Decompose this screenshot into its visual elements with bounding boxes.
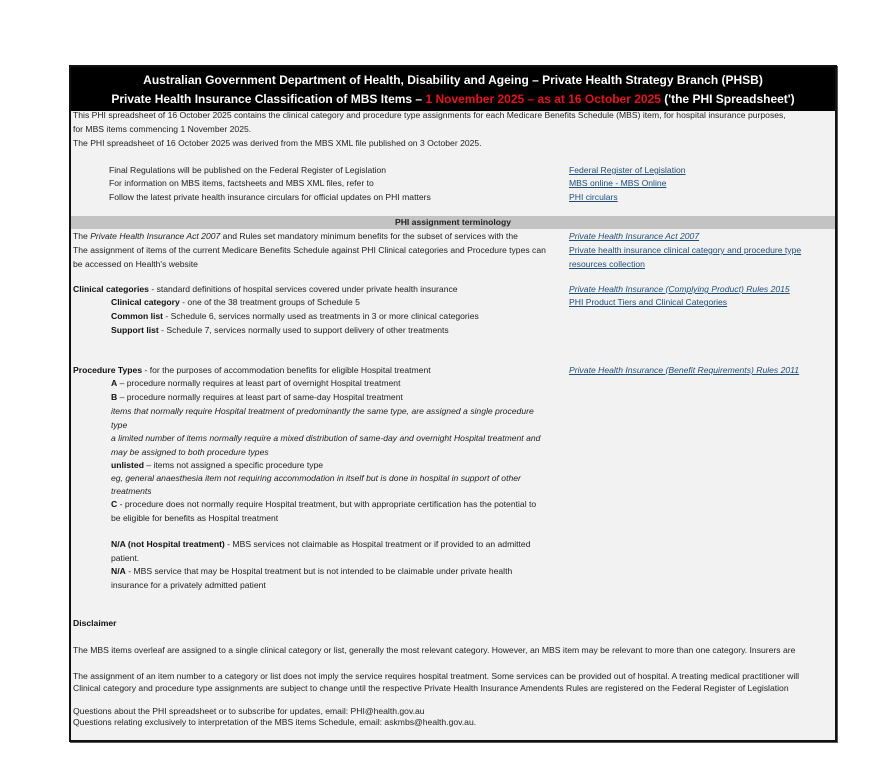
- procedure-type-b: [111, 391, 403, 405]
- procedure-type-unlisted: [111, 459, 323, 473]
- note-text: may be assigned to both procedure types: [111, 447, 269, 457]
- intro-line-2: for MBS items commencing 1 November 2025.: [73, 124, 252, 134]
- note-text: a limited number of items normally require a mixed distribution of same-day and overnight Hospital treatment and: [111, 433, 541, 443]
- intro-line-1: This PHI spreadsheet of 16 October 2025 contains the clinical category and procedure type assignments for each Medicare Benefits Schedule (MBS) item, for hospital insurance purposes,: [73, 110, 786, 120]
- clinical-category-item: [111, 296, 360, 310]
- type-desc: – procedure normally requires at least part of overnight Hospital treatment: [117, 378, 401, 388]
- act-name: Private Health Insurance Act 2007: [90, 231, 221, 241]
- type-label: C: [111, 499, 118, 509]
- document-title: [71, 90, 835, 109]
- benefit-requirements-rules-link[interactable]: Private Health Insurance (Benefit Requirements) Rules 2011: [569, 365, 800, 375]
- item-label: Support list: [111, 325, 159, 335]
- item-label: Clinical category: [111, 297, 180, 307]
- procedure-type-c: [111, 498, 536, 512]
- disclaimer-label: Disclaimer: [73, 618, 117, 628]
- as-at-date: as at 16 October 2025: [537, 92, 661, 106]
- act-text-suffix: and Rules set mandatory minimum benefits for the subset of services with the: [220, 231, 518, 241]
- act-text-prefix: The: [73, 231, 91, 241]
- item-desc: - one of the 38 treatment groups of Schedule 5: [179, 297, 360, 307]
- common-list-item: [111, 310, 479, 324]
- type-desc: - MBS services not claimable as Hospital treatment or if provided to an admitted: [224, 539, 531, 549]
- terminology-assignment-line-1: The assignment of items of the current Medicare Benefits Schedule against PHI Clinical categories and Procedure types can: [73, 245, 546, 255]
- resource-text-circulars: Follow the latest private health insurance circulars for official updates on PHI matters: [109, 192, 431, 202]
- disclaimer-not-hospital: The assignment of an item number to a category or list does not imply the service requires hospital treatment. Some services can be provided out of hospital. A treating medical practitioner will: [73, 671, 800, 681]
- clinical-categories-label: Clinical categories: [73, 284, 149, 294]
- contact-phi: Questions about the PHI spreadsheet or to subscribe for updates, email: PHI@health.gov.au: [73, 706, 425, 716]
- note-text: items that normally require Hospital treatment of predominantly the same type, are assigned a single procedure: [111, 406, 534, 416]
- procedure-type-a: [111, 377, 400, 391]
- unlisted-example-cont: [111, 485, 152, 499]
- mixed-type-note: [111, 432, 540, 446]
- mbs-online-link[interactable]: MBS online - MBS Online: [569, 178, 667, 188]
- example-text: treatments: [111, 486, 152, 496]
- na-not-hospital-cont: patient.: [111, 553, 140, 563]
- federal-register-link[interactable]: Federal Register of Legislation: [569, 165, 686, 175]
- clinical-category-resources-link[interactable]: Private health insurance clinical category and procedure type: [569, 245, 802, 255]
- contact-askmbs: Questions relating exclusively to interpretation of the MBS items Schedule, email: askmbs@health.gov.au.: [73, 717, 477, 727]
- phi-circulars-link[interactable]: PHI circulars: [569, 192, 618, 202]
- disclaimer-heading: [73, 617, 116, 631]
- type-label: N/A: [111, 566, 126, 576]
- intro-derived: The PHI spreadsheet of 16 October 2025 was derived from the MBS XML file published on 3 October 2025.: [73, 138, 482, 148]
- type-label: A: [111, 378, 118, 388]
- disclaimer-single-category: The MBS items overleaf are assigned to a single clinical category or list, generally the most relevant category. However, an MBS item may be relevant to more than one category. Insurers are: [73, 645, 796, 655]
- title-prefix: Private Health Insurance Classification of MBS Items –: [111, 92, 426, 106]
- type-desc: - procedure does not normally require Hospital treatment, but with appropriate certification has the potential to: [117, 499, 537, 509]
- note-text: type: [111, 420, 128, 430]
- procedure-type-c-cont: be eligible for benefits as Hospital treatment: [111, 513, 279, 523]
- item-desc: - Schedule 7, services normally used to support delivery of other treatments: [158, 325, 449, 335]
- department-title: Australian Government Department of Health, Disability and Ageing – Private Health Strategy Branch (PHSB): [143, 73, 763, 87]
- procedure-types-heading: [73, 364, 431, 378]
- clinical-category-resources-link-cont[interactable]: resources collection: [569, 259, 645, 269]
- procedure-types-desc: - for the purposes of accommodation benefits for eligible Hospital treatment: [142, 365, 431, 375]
- clinical-categories-desc: - standard definitions of hospital services covered under private health insurance: [148, 284, 458, 294]
- product-tiers-link[interactable]: PHI Product Tiers and Clinical Categories: [569, 297, 728, 307]
- disclaimer-subject-to-change: Clinical category and procedure type assignments are subject to change until the respective Private Health Insurance Amendents Rules are registered on the Federal Register of Legislation: [73, 683, 789, 693]
- type-desc: – procedure normally requires at least part of same-day Hospital treatment: [117, 392, 403, 402]
- unlisted-example: [111, 472, 521, 486]
- example-text: eg, general anaesthesia item not requiring accommodation in itself but is done in hospital in support of other: [111, 473, 521, 483]
- single-type-note-cont: [111, 419, 127, 433]
- clinical-categories-heading: [73, 283, 458, 297]
- support-list-item: [111, 324, 449, 338]
- resource-text-mbs: For information on MBS items, factsheets and MBS XML files, refer to: [109, 178, 374, 188]
- type-label: B: [111, 392, 118, 402]
- na-not-claimable: [111, 565, 512, 579]
- title-banner: [71, 67, 835, 111]
- type-label: unlisted: [111, 460, 144, 470]
- mixed-type-note-cont: [111, 446, 269, 460]
- na-not-hospital: [111, 538, 531, 552]
- type-desc: – items not assigned a specific procedure type: [143, 460, 324, 470]
- terminology-heading: PHI assignment terminology: [71, 216, 835, 229]
- phi-spreadsheet-cover-sheet: [69, 65, 837, 742]
- complying-product-rules-link[interactable]: Private Health Insurance (Complying Product) Rules 2015: [569, 284, 790, 294]
- item-label: Common list: [111, 311, 164, 321]
- effective-date: 1 November 2025: [425, 92, 525, 106]
- phi-act-2007-link[interactable]: Private Health Insurance Act 2007: [569, 231, 700, 241]
- item-desc: - Schedule 6, services normally used as treatments in 3 or more clinical categories: [163, 311, 479, 321]
- single-type-note: [111, 405, 534, 419]
- terminology-assignment-line-2: be accessed on Health's website: [73, 259, 198, 269]
- title-dash: –: [524, 92, 538, 106]
- type-label: N/A (not Hospital treatment): [111, 539, 225, 549]
- type-desc: - MBS service that may be Hospital treatment but is not intended to be claimable under private health: [125, 566, 513, 576]
- procedure-types-label: Procedure Types: [73, 365, 143, 375]
- title-suffix: ('the PHI Spreadsheet'): [660, 92, 795, 106]
- na-not-claimable-cont: insurance for a privately admitted patient: [111, 580, 266, 590]
- resource-text-register: Final Regulations will be published on the Federal Register of Legislation: [109, 165, 387, 175]
- terminology-act-text: [73, 230, 518, 244]
